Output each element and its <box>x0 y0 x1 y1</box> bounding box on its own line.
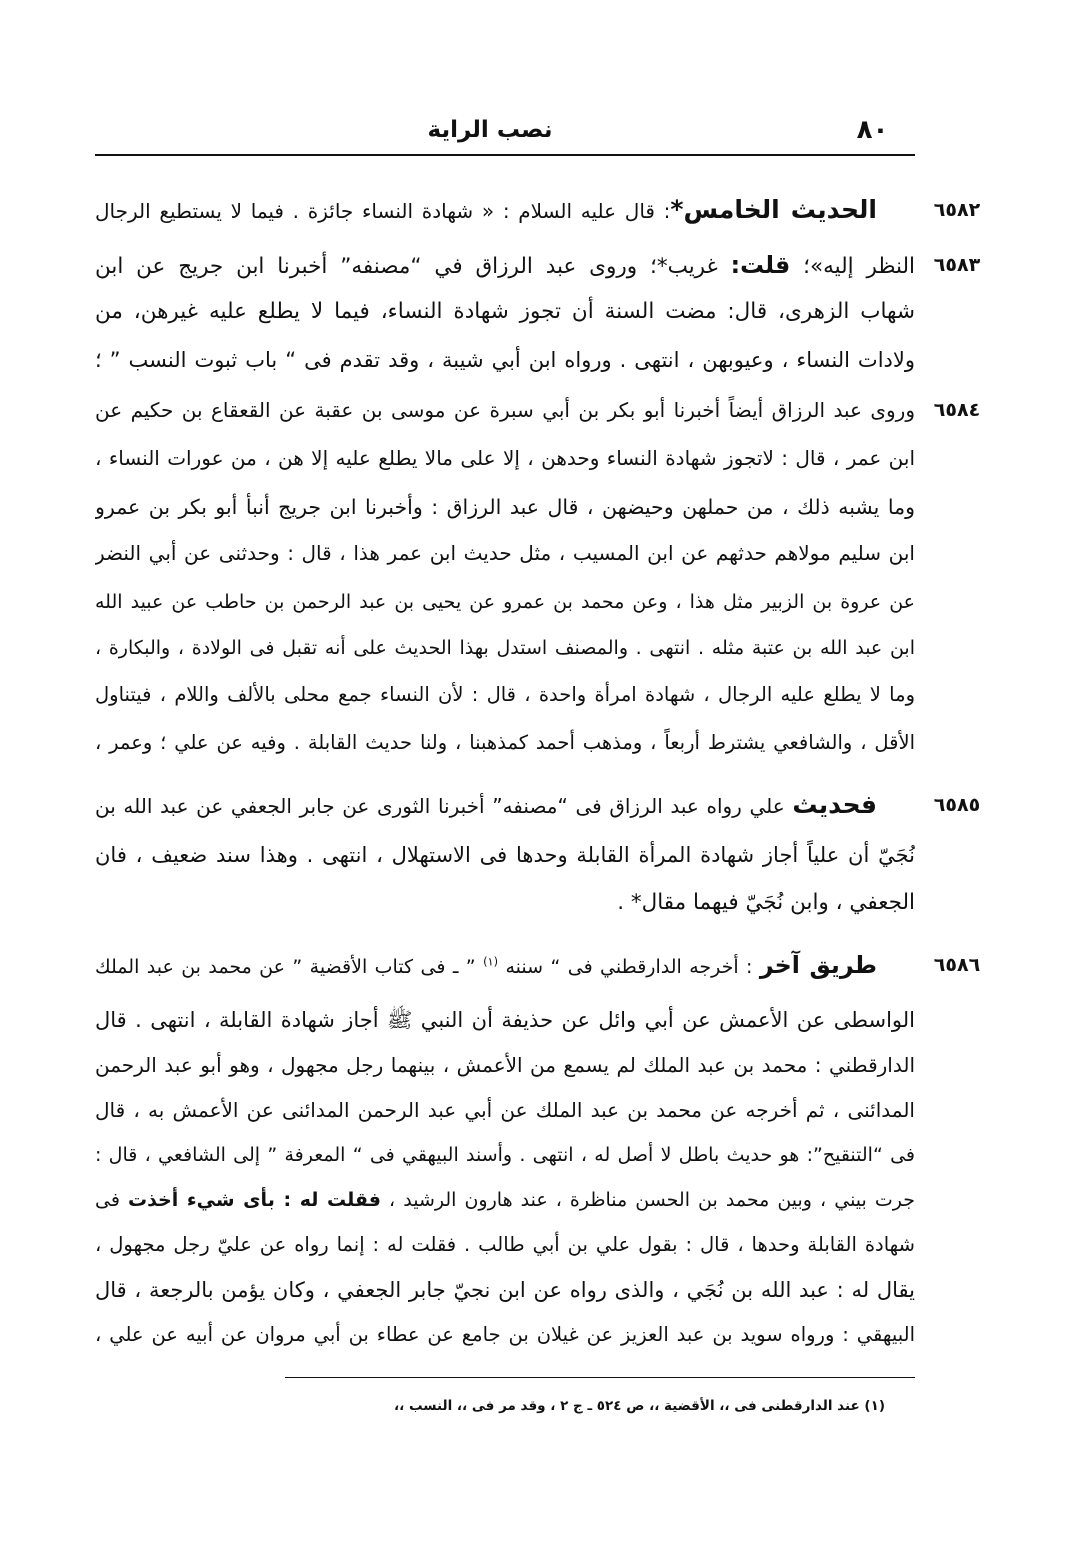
text-line <box>95 1222 915 1268</box>
line-text: وما لا يطلع عليه الرجال ، شهادة امرأة واحدة ، قال : لأن النساء جمع محلى بالألف واللام ، فيتناول <box>95 683 915 706</box>
text-line <box>95 832 915 878</box>
text-line <box>95 1312 915 1358</box>
text-line <box>95 672 915 718</box>
line-text: وما يشبه ذلك ، من حملهن وحيضهن ، قال عبد الرزاق : وأخبرنا ابن جريج أنبأ أبو بكر بن عمرو <box>95 495 915 519</box>
line-text: وروى عبد الرزاق أيضاً أخبرنا أبو بكر بن أبي سبرة عن موسى بن عقبة عن القعقاع بن حكيم عن <box>95 398 915 422</box>
line-text: : أخرجه الدارقطني فى “ سننه <box>498 956 760 978</box>
text-line <box>95 187 915 233</box>
header-rule <box>95 154 915 156</box>
line-text: ابن عمر ، قال : لاتجوز شهادة النساء وحدهن ، إلا على مالا يطلع عليه إلا هن ، من عورات النساء ، <box>95 446 915 470</box>
line-text: البيهقي : ورواه سويد بن عبد العزيز عن غيلان بن جامع عن عطاء بن أبي مروان عن أبيه عن علي ، <box>95 1323 915 1346</box>
page-number: ٨٠ <box>856 115 889 145</box>
text-line <box>95 387 915 433</box>
paragraph-number: ٦٥٨٣ <box>933 254 981 276</box>
line-text: النظر إليه»؛ <box>790 254 915 279</box>
line-text: جرت بيني ، وبين محمد بن الحسن مناظرة ، عند هارون الرشيد ، <box>380 1189 915 1211</box>
footnote-rule <box>285 1377 915 1378</box>
emphasized-text: فقلت له : بأى شيء أخذت <box>127 1189 381 1211</box>
text-line <box>95 625 915 671</box>
line-text: الأقل ، والشافعي يشترط أربعاً ، ومذهب أحمد كمذهبنا ، ولنا حديث القابلة . وفيه عن علي ؛ وعمر ، <box>95 731 915 754</box>
text-line <box>95 484 915 530</box>
paragraph-number: ٦٥٨٦ <box>933 954 981 976</box>
text-line <box>95 1087 915 1133</box>
text-line <box>95 782 915 828</box>
text-line <box>95 289 915 335</box>
line-text: ابن عبد الله بن عتبة مثله . انتهى . والمصنف استدل بهذا الحديث على أنه تقبل فى الولادة ، والبكارة ، <box>95 637 915 659</box>
line-text: الواسطى عن الأعمش عن أبي وائل عن حذيفة أن النبي ﷺ أجاز شهادة القابلة ، انتهى . قال <box>95 1008 915 1032</box>
text-line <box>95 880 915 926</box>
text-line <box>95 1177 915 1223</box>
line-text: المدائنى ، ثم أخرجه عن محمد بن عبد الملك عن أبي عبد الرحمن المدائنى عن الأعمش به ، قال <box>95 1098 915 1122</box>
text-line <box>95 1132 915 1178</box>
line-text: شهاب الزهرى، قال: مضت السنة أن تجوز شهادة النساء، فيما لا يطلع عليه غيرهن، من <box>95 299 915 324</box>
text-line <box>95 242 915 288</box>
line-text: فى <box>95 1189 128 1211</box>
text-line <box>95 530 915 576</box>
hadith-heading: فحديث <box>792 790 877 819</box>
line-text: يقال له : عبد الله بن نُجَي ، والذى رواه عن ابن نجيّ جابر الجعفي ، وكان يؤمن بالرجعة ، قال <box>95 1278 915 1302</box>
paragraph-number: ٦٥٨٤ <box>933 399 981 421</box>
text-line <box>95 997 915 1043</box>
text-line <box>95 1042 915 1088</box>
line-text: الدارقطني : محمد بن عبد الملك لم يسمع من الأعمش ، بينهما رجل مجهول ، وهو أبو عبد الرحمن <box>95 1053 915 1077</box>
text-line <box>95 337 915 383</box>
paragraph-number: ٦٥٨٥ <box>933 794 981 816</box>
line-text: غريب*؛ وروى عبد الرزاق في “مصنفه” أخبرنا ابن جريج عن ابن <box>95 254 731 279</box>
hadith-heading: الحديث الخامس* <box>670 195 877 224</box>
line-text: الجعفي ، وابن نُجَيّ فيهما مقال* . <box>617 890 915 915</box>
footnote: (١) عند الدارقطنى فى ،، الأقضية ،، ص ٥٢٤ ـ ج ٢ ، وقد مر فى ،، النسب ،، <box>394 1398 885 1414</box>
text-line <box>95 720 915 766</box>
line-text: ولادات النساء ، وعيوبهن ، انتهى . ورواه ابن أبي شيبة ، وقد تقدم فى “ باب ثبوت النسب ” ؛ <box>95 348 915 372</box>
hadith-heading: طريق آخر <box>759 951 877 979</box>
line-text: عن عروة بن الزبير مثل هذا ، وعن محمد بن عمرو عن يحيى بن عبد الرحمن بن حاطب عن عبيد الله <box>95 591 915 613</box>
line-text: شهادة القابلة وحدها ، قال : بقول علي بن أبي طالب . فقلت له : إنما رواه عن عليّ رجل مجهول ، <box>95 1233 915 1256</box>
paragraph-number: ٦٥٨٢ <box>933 199 981 221</box>
line-text: نُجَيّ أن علياً أجاز شهادة المرأة القابلة وحدها فى الاستهلال ، انتهى . وهذا سند ضعيف ، فان <box>95 843 915 867</box>
text-line <box>95 942 915 988</box>
line-text: علي رواه عبد الرزاق فى “مصنفه” أخبرنا الثورى عن جابر الجعفي عن عبد الله بن <box>95 794 793 818</box>
line-text: ” ـ فى كتاب الأقضية ” عن محمد بن عبد الملك <box>95 956 484 978</box>
running-title: نصب الراية <box>427 117 553 143</box>
text-line <box>95 435 915 481</box>
text-line <box>95 1267 915 1313</box>
footnote-marker: (١) <box>483 954 499 969</box>
text-line <box>95 579 915 625</box>
qultu-heading: قلت: <box>730 251 791 279</box>
line-text: : قال عليه السلام : « شهادة النساء جائزة . فيما لا يستطيع الرجال <box>95 199 671 223</box>
line-text: فى “التنقيح”: هو حديث باطل لا أصل له ، انتهى . وأسند البيهقي فى “ المعرفة ” إلى الشافعي ، قال : <box>95 1144 915 1166</box>
line-text: ابن سليم مولاهم حدثهم عن ابن المسيب ، مثل حديث ابن عمر هذا ، قال : وحدثنى عن أبي النضر <box>95 541 915 565</box>
